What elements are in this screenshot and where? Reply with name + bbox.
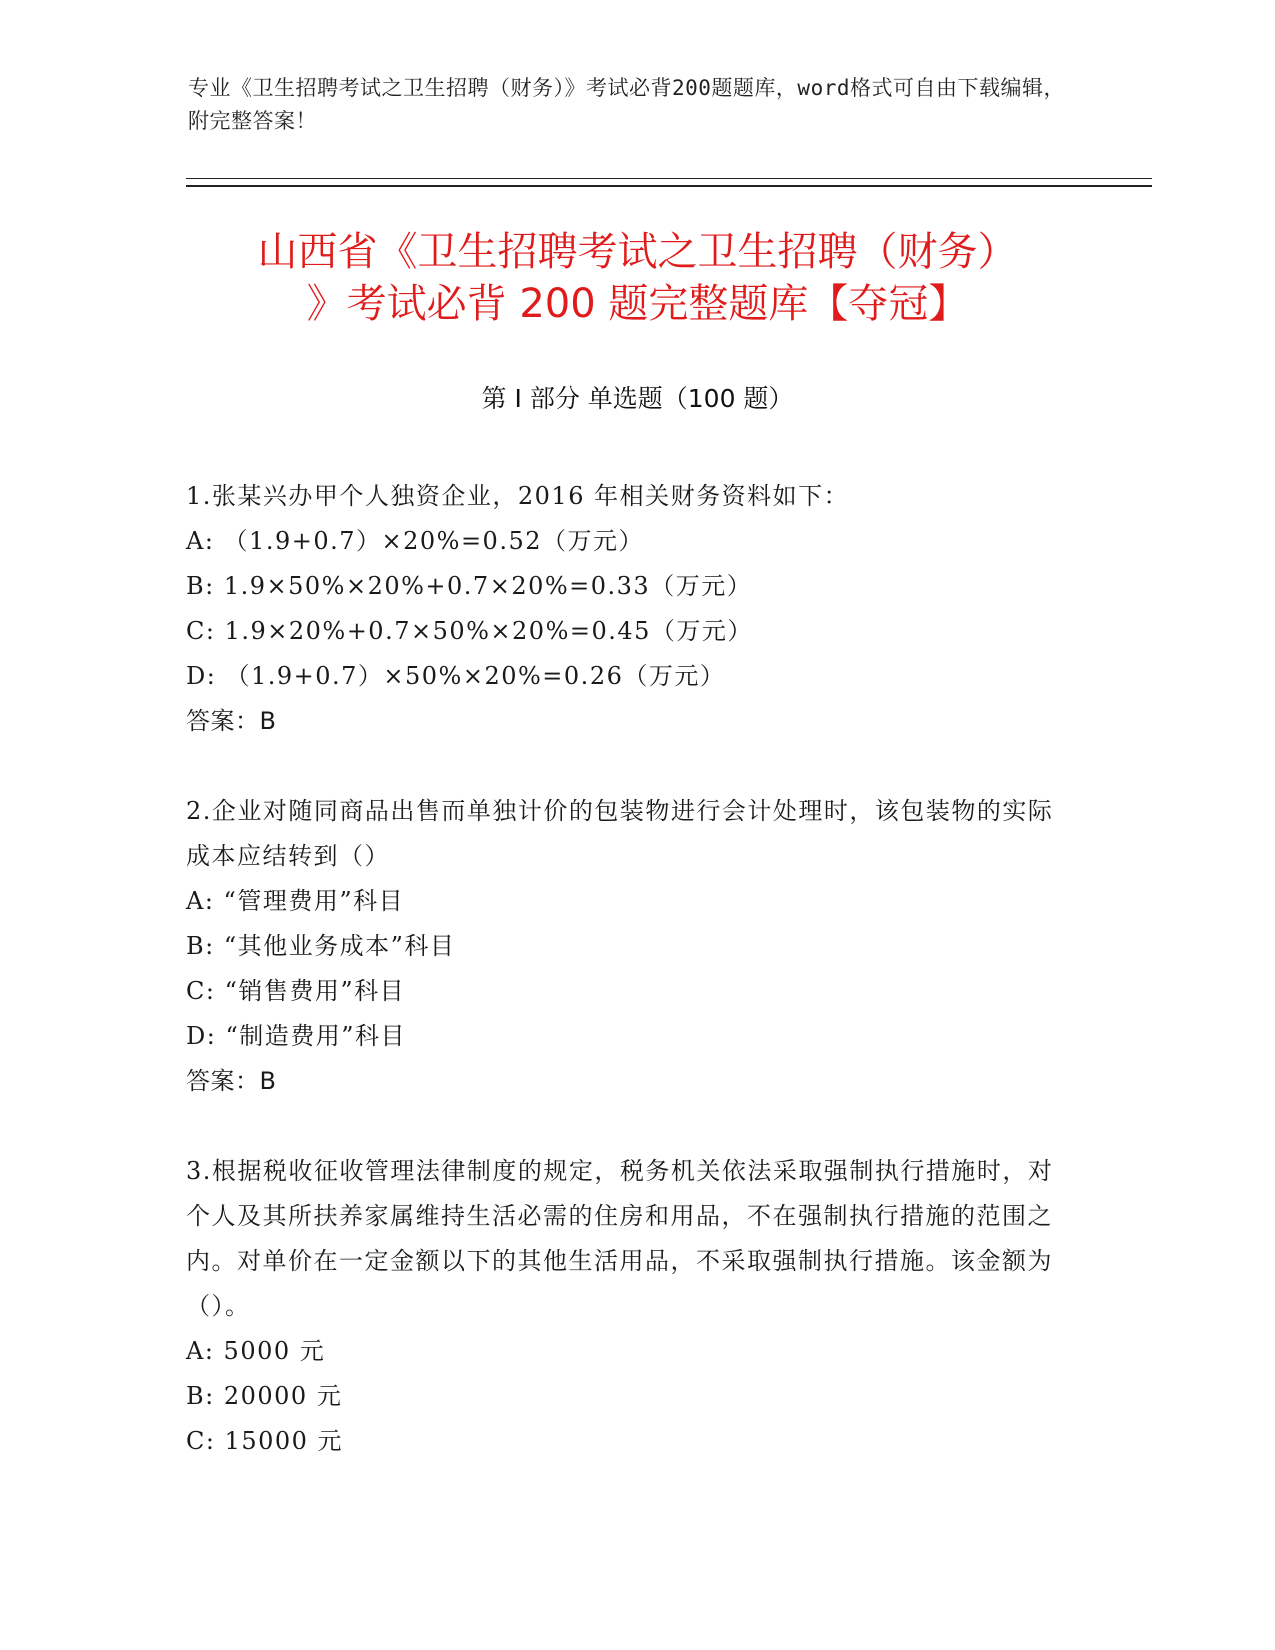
option-a: A: 5000 元 [186,1337,326,1365]
answer: 答案：B [186,707,277,735]
header-divider [186,178,1152,187]
option-d: D: （1.9+0.7）×50%×20%=0.26（万元） [186,662,726,690]
question-list [186,474,1066,1509]
section-title: 第 I 部分 单选题（100 题） [481,384,794,413]
question-stem: 2.企业对随同商品出售而单独计价的包装物进行会计处理时，该包装物的实际成本应结转到（） [186,797,1054,870]
header-note: 专业《卫生招聘考试之卫生招聘（财务）》考试必背200题题库，word格式可自由下载编辑，附完整答案！ [188,76,1065,133]
document-title [150,226,1125,330]
question-stem: 3.根据税收征收管理法律制度的规定，税务机关依法采取强制执行措施时，对个人及其所扶养家属维持生活必需的住房和用品，不在强制执行措施的范围之内。对单价在一定金额以下的其他生活用品，不采取强制执行措施。该金额为（）。 [186,1157,1054,1320]
option-d: D: “制造费用”科目 [186,1022,406,1050]
question-2 [186,789,1066,1104]
question-3 [186,1149,1066,1464]
document-title-line-2: 》考试必背 200 题完整题库【夺冠】 [306,281,969,327]
option-a: A: “管理费用”科目 [186,887,405,915]
option-a: A: （1.9+0.7）×20%=0.52（万元） [186,527,644,555]
question-stem: 1.张某兴办甲个人独资企业，2016 年相关财务资料如下： [186,482,850,510]
option-b: B: 1.9×50%×20%+0.7×20%=0.33（万元） [186,572,753,600]
question-1 [186,474,1066,744]
document-title-line-1: 山西省《卫生招聘考试之卫生招聘（财务） [257,229,1018,275]
option-b: B: 20000 元 [186,1382,343,1410]
answer: 答案：B [186,1067,277,1095]
option-c: C: “销售费用”科目 [186,977,406,1005]
option-c: C: 1.9×20%+0.7×50%×20%=0.45（万元） [186,617,753,645]
option-b: B: “其他业务成本”科目 [186,932,456,960]
option-c: C: 15000 元 [186,1427,344,1455]
